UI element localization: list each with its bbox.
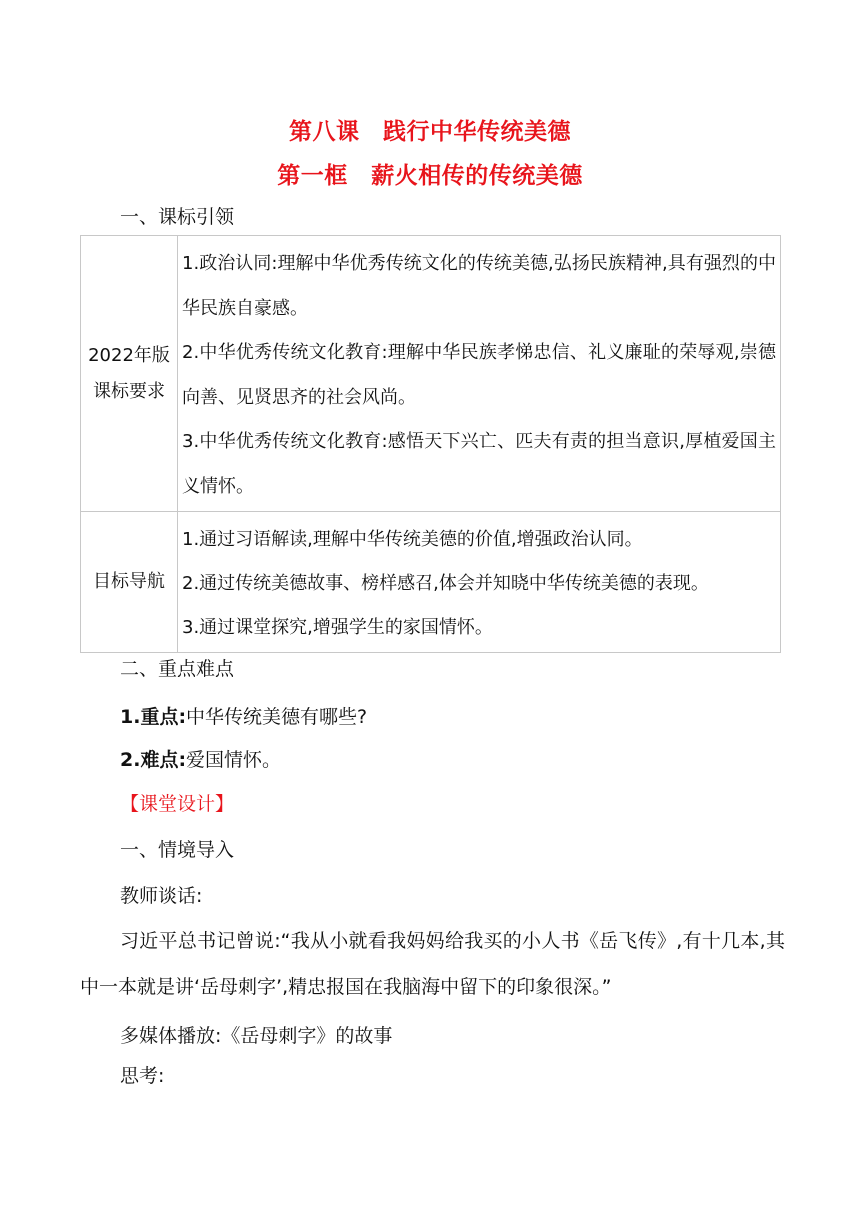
row-header-line: 课标要求 [93, 380, 165, 402]
difficult-point [120, 748, 281, 772]
multimedia-line: 多媒体播放:《岳母刺字》的故事 [120, 1025, 393, 1047]
frame-title: 第一框 薪火相传的传统美德 [277, 163, 583, 189]
think-label: 思考: [120, 1065, 165, 1087]
list-item: 3.中华优秀传统文化教育:感悟天下兴亡、匹夫有责的担当意识,厚植爱国主义情怀。 [182, 431, 776, 497]
table-row [81, 236, 781, 512]
section-heading-standards: 一、课标引领 [120, 206, 235, 228]
standard-requirements-cell [178, 236, 781, 512]
row-header-line: 2022年版 [88, 344, 170, 366]
section-heading-situation-intro: 一、情境导入 [120, 839, 235, 861]
classroom-design-heading: 【课堂设计】 [120, 793, 235, 815]
list-item: 1.通过习语解读,理解中华传统美德的价值,增强政治认同。 [182, 529, 643, 550]
section-heading-key-points: 二、重点难点 [120, 658, 235, 680]
goal-navigation-cell [178, 512, 781, 653]
difficult-point-text: 爱国情怀。 [186, 749, 282, 771]
row-header-standard-requirements [81, 236, 178, 512]
list-item: 2.中华优秀传统文化教育:理解中华民族孝悌忠信、礼义廉耻的荣辱观,崇德向善、见贤思齐的社会风尚。 [182, 342, 776, 408]
quote-paragraph: 习近平总书记曾说:“我从小就看我妈妈给我买的小人书《岳飞传》,有十几本,其中一本就是讲‘岳母刺字’,精忠报国在我脑海中留下的印象很深。” [80, 930, 785, 998]
lesson-title: 第八课 践行中华传统美德 [289, 119, 571, 145]
key-point-text: 中华传统美德有哪些? [186, 706, 368, 728]
list-item: 2.通过传统美德故事、榜样感召,体会并知晓中华传统美德的表现。 [182, 573, 709, 594]
row-header-goal-navigation: 目标导航 [81, 512, 178, 653]
key-point-label: 1.重点: [120, 706, 187, 728]
table-row [81, 512, 781, 653]
curriculum-standards-table [80, 235, 781, 653]
list-item: 1.政治认同:理解中华优秀传统文化的传统美德,弘扬民族精神,具有强烈的中华民族自豪感。 [182, 253, 776, 319]
key-point [120, 705, 367, 729]
list-item: 3.通过课堂探究,增强学生的家国情怀。 [182, 617, 493, 638]
difficult-point-label: 2.难点: [120, 749, 187, 771]
teacher-talk-label: 教师谈话: [120, 885, 203, 907]
